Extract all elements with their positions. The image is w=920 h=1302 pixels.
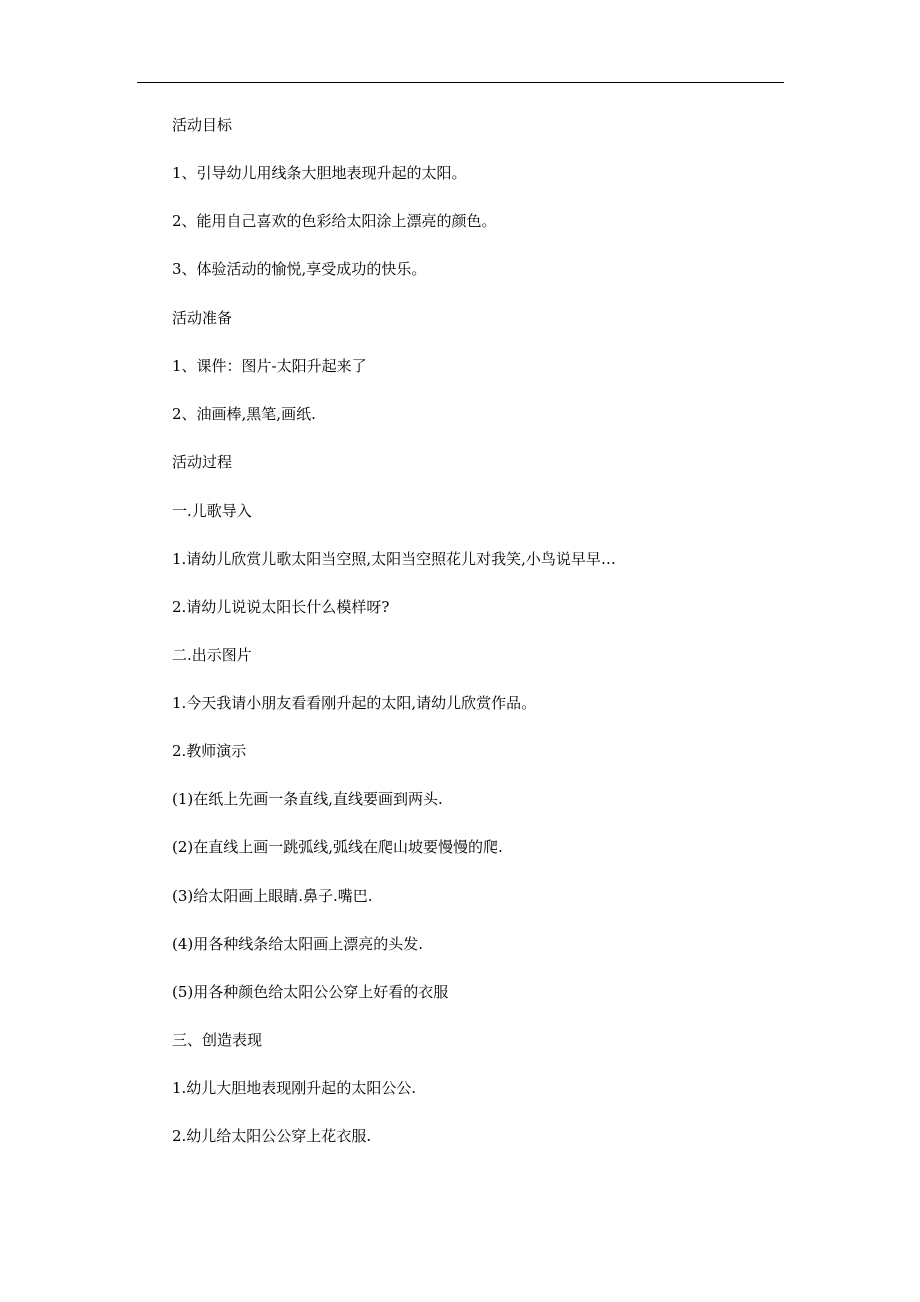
process-item: 2.教师演示 [172,742,247,760]
process-item: 1.今天我请小朋友看看刚升起的太阳,请幼儿欣赏作品。 [172,694,537,712]
goal-item: 2、能用自己喜欢的色彩给太阳涂上漂亮的颜色。 [172,212,497,230]
process-item: 1.请幼儿欣赏儿歌太阳当空照,太阳当空照花儿对我笑,小鸟说早早… [172,550,616,568]
header-rule [137,82,784,83]
demo-step: (3)给太阳画上眼睛.鼻子.嘴巴. [172,887,373,905]
preparation-item: 2、油画棒,黑笔,画纸. [172,405,316,423]
demo-step: (2)在直线上画一跳弧线,弧线在爬山坡要慢慢的爬. [172,838,503,856]
process-item: 1.幼儿大胆地表现刚升起的太阳公公. [172,1079,417,1097]
process-item: 2.幼儿给太阳公公穿上花衣服. [172,1127,372,1145]
subsection-heading: 二.出示图片 [172,646,252,664]
subsection-heading: 一.儿歌导入 [172,502,252,520]
process-item: 2.请幼儿说说太阳长什么模样呀? [172,598,390,616]
section-heading-process: 活动过程 [172,453,233,471]
goal-item: 1、引导幼儿用线条大胆地表现升起的太阳。 [172,164,467,182]
demo-step: (5)用各种颜色给太阳公公穿上好看的衣服 [172,983,449,1001]
preparation-item: 1、课件：图片-太阳升起来了 [172,357,367,375]
demo-step: (4)用各种线条给太阳画上漂亮的头发. [172,935,424,953]
subsection-heading: 三、创造表现 [172,1031,263,1049]
demo-step: (1)在纸上先画一条直线,直线要画到两头. [172,790,443,808]
section-heading-preparation: 活动准备 [172,309,233,327]
section-heading-goals: 活动目标 [172,116,233,134]
goal-item: 3、体验活动的愉悦,享受成功的快乐。 [172,260,427,278]
